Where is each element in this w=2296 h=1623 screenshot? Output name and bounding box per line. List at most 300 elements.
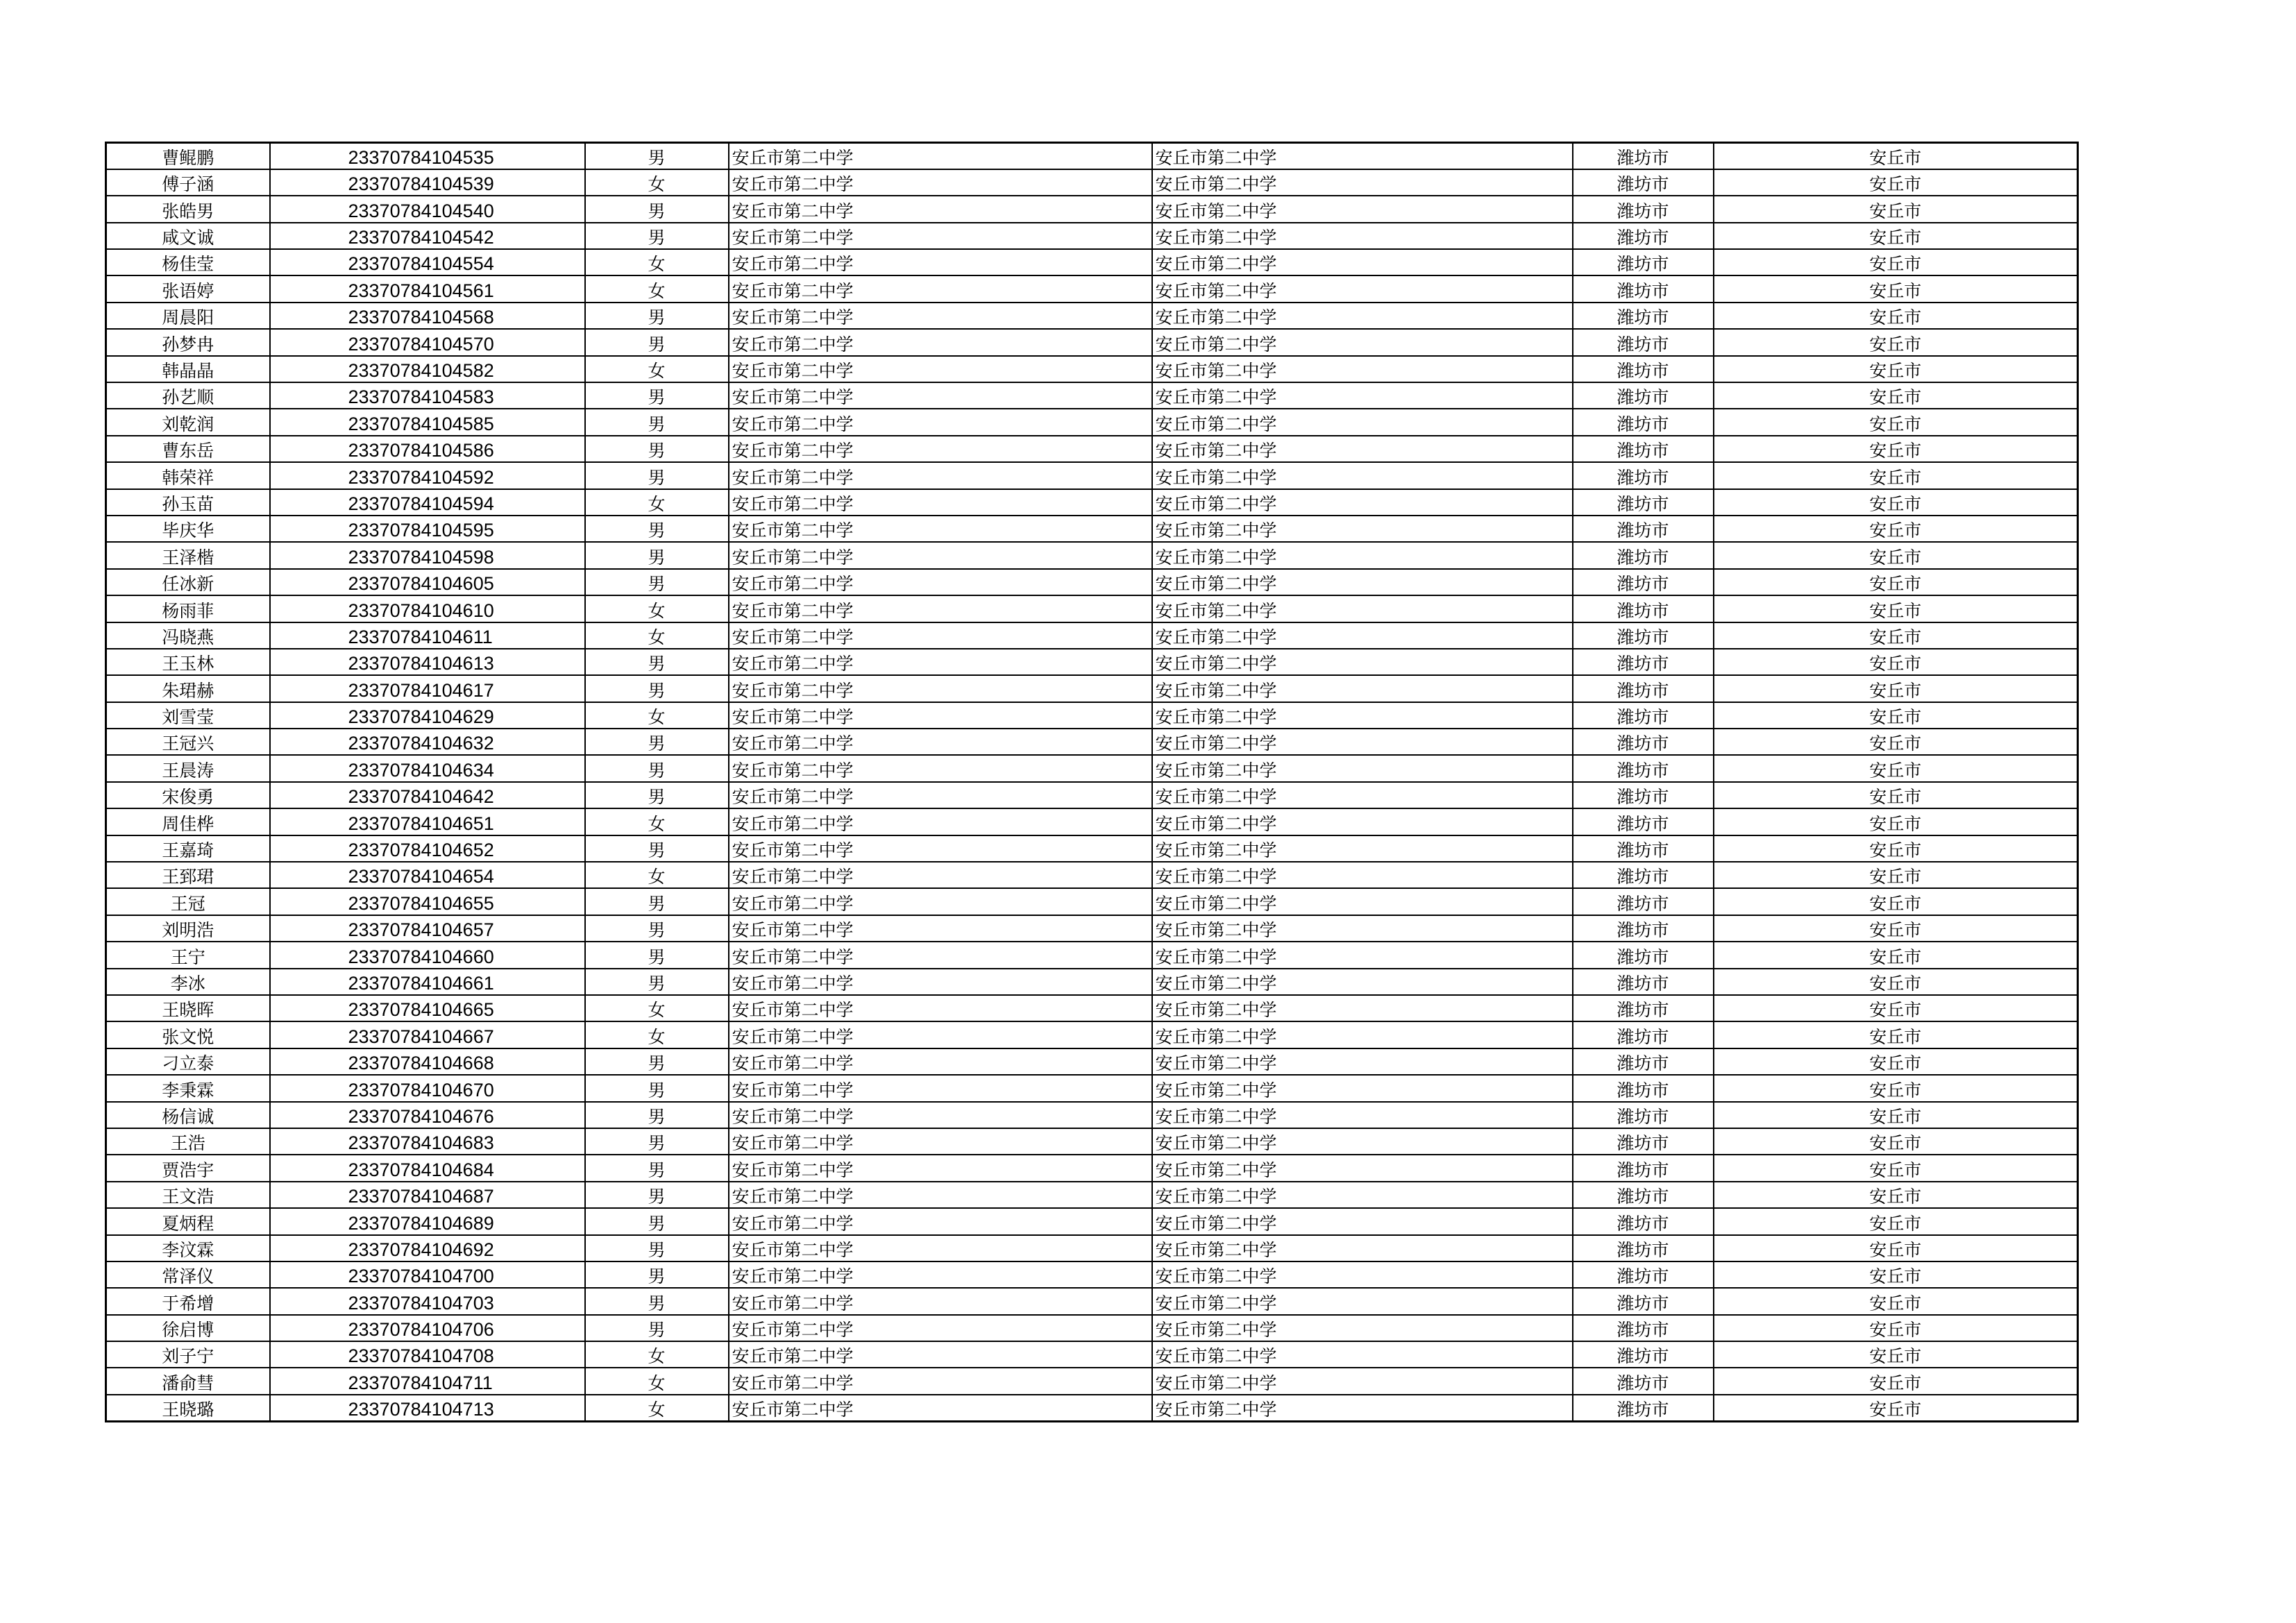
exam-site-cell: [1152, 782, 1573, 808]
county-cell: [1714, 729, 2078, 755]
table-row: [106, 249, 2078, 275]
city-cell-text: 潍坊市: [1617, 627, 1669, 647]
table-row: [106, 1395, 2078, 1421]
student-name-cell: [106, 196, 270, 222]
school-cell: [729, 1075, 1152, 1101]
school-cell-text: 安丘市第二中学: [732, 334, 854, 355]
table-row: [106, 223, 2078, 249]
school-cell: [729, 275, 1152, 302]
city-cell: [1573, 755, 1714, 781]
student-name-cell-text: 于希增: [162, 1293, 214, 1314]
school-cell-text: 安丘市第二中学: [732, 1187, 854, 1207]
city-cell-text: 潍坊市: [1617, 1133, 1669, 1154]
exam-number-cell: [270, 862, 585, 888]
county-cell-text: 安丘市: [1869, 361, 1922, 382]
student-name-cell: [106, 649, 270, 675]
exam-site-cell-text: 安丘市第二中学: [1155, 574, 1277, 595]
student-name-cell: [106, 409, 270, 435]
table-row: [106, 1102, 2078, 1128]
exam-site-cell: [1152, 729, 1573, 755]
exam-site-cell-text: 安丘市第二中学: [1155, 1320, 1277, 1341]
city-cell: [1573, 1395, 1714, 1421]
table-row: [106, 275, 2078, 302]
school-cell-text: 安丘市第二中学: [732, 920, 854, 941]
city-cell-text: 潍坊市: [1617, 600, 1669, 621]
table-row: [106, 516, 2078, 542]
student-name-cell-text: 王宁: [170, 946, 205, 967]
gender-cell: [585, 808, 729, 835]
school-cell: [729, 169, 1152, 196]
county-cell: [1714, 649, 2078, 675]
exam-number-cell-text: 23370784104692: [348, 1239, 494, 1260]
city-cell-text: 潍坊市: [1617, 1026, 1669, 1047]
student-name-cell-text: 王晨涛: [162, 760, 214, 781]
city-cell: [1573, 649, 1714, 675]
student-name-cell: [106, 356, 270, 382]
school-cell: [729, 462, 1152, 488]
exam-number-cell: [270, 542, 585, 568]
student-name-cell: [106, 729, 270, 755]
exam-site-cell: [1152, 1368, 1573, 1394]
gender-cell: [585, 595, 729, 622]
exam-number-cell-text: 23370784104708: [348, 1345, 494, 1367]
table-row: [106, 622, 2078, 649]
city-cell-text: 潍坊市: [1617, 1266, 1669, 1287]
city-cell: [1573, 1128, 1714, 1155]
exam-site-cell-text: 安丘市第二中学: [1155, 1213, 1277, 1234]
exam-site-cell: [1152, 1341, 1573, 1368]
exam-number-cell-text: 23370784104632: [348, 733, 494, 754]
exam-site-cell-text: 安丘市第二中学: [1155, 1187, 1277, 1207]
student-name-cell: [106, 1102, 270, 1128]
school-cell-text: 安丘市第二中学: [732, 627, 854, 647]
exam-site-cell: [1152, 702, 1573, 729]
city-cell: [1573, 835, 1714, 862]
county-cell: [1714, 1235, 2078, 1261]
school-cell: [729, 1021, 1152, 1048]
table-row: [106, 1048, 2078, 1075]
county-cell-text: 安丘市: [1869, 547, 1922, 568]
county-cell: [1714, 995, 2078, 1021]
exam-site-cell-text: 安丘市第二中学: [1155, 547, 1277, 568]
exam-number-cell-text: 23370784104651: [348, 813, 494, 834]
exam-number-cell-text: 23370784104561: [348, 280, 494, 301]
city-cell: [1573, 622, 1714, 649]
exam-site-cell-text: 安丘市第二中学: [1155, 1080, 1277, 1101]
county-cell: [1714, 835, 2078, 862]
city-cell: [1573, 995, 1714, 1021]
student-name-cell-text: 杨雨菲: [162, 600, 214, 621]
city-cell: [1573, 1021, 1714, 1048]
exam-site-cell: [1152, 1395, 1573, 1421]
gender-cell-text: 男: [648, 387, 666, 408]
gender-cell-text: 男: [648, 1293, 666, 1314]
exam-site-cell: [1152, 622, 1573, 649]
exam-number-cell: [270, 888, 585, 915]
exam-number-cell: [270, 915, 585, 942]
county-cell: [1714, 1315, 2078, 1341]
city-cell-text: 潍坊市: [1617, 1080, 1669, 1101]
school-cell: [729, 329, 1152, 355]
school-cell: [729, 622, 1152, 649]
exam-site-cell: [1152, 462, 1573, 488]
table-row: [106, 356, 2078, 382]
student-name-cell: [106, 995, 270, 1021]
gender-cell: [585, 569, 729, 595]
student-name-cell: [106, 675, 270, 702]
exam-number-cell: [270, 1208, 585, 1234]
gender-cell-text: 女: [648, 280, 666, 301]
exam-site-cell: [1152, 1048, 1573, 1075]
city-cell: [1573, 888, 1714, 915]
county-cell: [1714, 1021, 2078, 1048]
exam-site-cell-text: 安丘市第二中学: [1155, 1106, 1277, 1127]
exam-site-cell-text: 安丘市第二中学: [1155, 1373, 1277, 1393]
county-cell: [1714, 569, 2078, 595]
gender-cell: [585, 1315, 729, 1341]
gender-cell: [585, 1048, 729, 1075]
exam-number-cell-text: 23370784104610: [348, 600, 494, 621]
table-row: [106, 862, 2078, 888]
county-cell-text: 安丘市: [1869, 787, 1922, 808]
city-cell: [1573, 1235, 1714, 1261]
city-cell-text: 潍坊市: [1617, 867, 1669, 887]
school-cell: [729, 595, 1152, 622]
county-cell-text: 安丘市: [1869, 680, 1922, 701]
city-cell-text: 潍坊市: [1617, 733, 1669, 754]
school-cell: [729, 729, 1152, 755]
student-name-cell-text: 刘子宁: [162, 1346, 214, 1367]
school-cell: [729, 1368, 1152, 1394]
student-name-cell-text: 曹鲲鹏: [162, 147, 214, 168]
gender-cell: [585, 862, 729, 888]
exam-number-cell: [270, 835, 585, 862]
county-cell-text: 安丘市: [1869, 920, 1922, 941]
city-cell-text: 潍坊市: [1617, 307, 1669, 328]
school-cell: [729, 1261, 1152, 1288]
gender-cell-text: 男: [648, 974, 666, 994]
city-cell-text: 潍坊市: [1617, 920, 1669, 941]
student-name-cell: [106, 569, 270, 595]
gender-cell: [585, 1208, 729, 1234]
school-cell-text: 安丘市第二中学: [732, 307, 854, 328]
gender-cell: [585, 888, 729, 915]
gender-cell-text: 男: [648, 414, 666, 434]
city-cell-text: 潍坊市: [1617, 893, 1669, 914]
gender-cell-text: 女: [648, 493, 666, 514]
exam-site-cell-text: 安丘市第二中学: [1155, 893, 1277, 914]
school-cell: [729, 1102, 1152, 1128]
student-name-cell-text: 毕庆华: [162, 520, 214, 541]
exam-number-cell-text: 23370784104582: [348, 360, 494, 382]
city-cell: [1573, 595, 1714, 622]
exam-number-cell-text: 23370784104684: [348, 1159, 494, 1180]
exam-number-cell-text: 23370784104542: [348, 227, 494, 248]
exam-number-cell-text: 23370784104652: [348, 840, 494, 861]
city-cell: [1573, 782, 1714, 808]
exam-site-cell: [1152, 356, 1573, 382]
gender-cell-text: 男: [648, 307, 666, 328]
exam-site-cell-text: 安丘市第二中学: [1155, 946, 1277, 967]
gender-cell-text: 男: [648, 147, 666, 168]
student-name-cell-text: 徐启博: [162, 1320, 214, 1341]
gender-cell-text: 女: [648, 1000, 666, 1021]
exam-site-cell-text: 安丘市第二中学: [1155, 1266, 1277, 1287]
county-cell-text: 安丘市: [1869, 307, 1922, 328]
school-cell-text: 安丘市第二中学: [732, 441, 854, 461]
city-cell-text: 潍坊市: [1617, 414, 1669, 434]
table-row: [106, 489, 2078, 516]
gender-cell-text: 男: [648, 467, 666, 488]
county-cell: [1714, 516, 2078, 542]
gender-cell: [585, 675, 729, 702]
gender-cell: [585, 649, 729, 675]
table-row: [106, 729, 2078, 755]
county-cell-text: 安丘市: [1869, 867, 1922, 887]
county-cell: [1714, 969, 2078, 995]
exam-number-cell: [270, 1021, 585, 1048]
city-cell-text: 潍坊市: [1617, 574, 1669, 595]
exam-number-cell: [270, 489, 585, 516]
gender-cell-text: 女: [648, 1026, 666, 1047]
county-cell: [1714, 489, 2078, 516]
gender-cell-text: 女: [648, 867, 666, 887]
exam-site-cell: [1152, 1315, 1573, 1341]
school-cell-text: 安丘市第二中学: [732, 1000, 854, 1021]
exam-number-cell-text: 23370784104613: [348, 653, 494, 674]
exam-site-cell-text: 安丘市第二中学: [1155, 1159, 1277, 1180]
county-cell-text: 安丘市: [1869, 627, 1922, 647]
county-cell: [1714, 888, 2078, 915]
school-cell-text: 安丘市第二中学: [732, 1133, 854, 1154]
student-name-cell-text: 冯晓燕: [162, 627, 214, 647]
exam-number-cell: [270, 1315, 585, 1341]
exam-number-cell: [270, 995, 585, 1021]
exam-site-cell: [1152, 595, 1573, 622]
exam-number-cell-text: 23370784104706: [348, 1319, 494, 1341]
city-cell: [1573, 1261, 1714, 1288]
exam-site-cell-text: 安丘市第二中学: [1155, 1053, 1277, 1074]
exam-number-cell-text: 23370784104703: [348, 1292, 494, 1314]
county-cell-text: 安丘市: [1869, 201, 1922, 221]
exam-site-cell-text: 安丘市第二中学: [1155, 840, 1277, 861]
student-name-cell: [106, 223, 270, 249]
city-cell-text: 潍坊市: [1617, 1320, 1669, 1341]
student-name-cell-text: 咸文诚: [162, 228, 214, 248]
gender-cell-text: 男: [648, 680, 666, 701]
student-name-cell: [106, 169, 270, 196]
exam-site-cell: [1152, 755, 1573, 781]
exam-site-cell-text: 安丘市第二中学: [1155, 520, 1277, 541]
county-cell-text: 安丘市: [1869, 493, 1922, 514]
city-cell: [1573, 356, 1714, 382]
city-cell: [1573, 702, 1714, 729]
school-cell-text: 安丘市第二中学: [732, 280, 854, 301]
exam-site-cell-text: 安丘市第二中学: [1155, 334, 1277, 355]
gender-cell: [585, 516, 729, 542]
county-cell-text: 安丘市: [1869, 414, 1922, 434]
student-name-cell-text: 常泽仪: [162, 1266, 214, 1287]
gender-cell: [585, 1128, 729, 1155]
student-name-cell: [106, 1021, 270, 1048]
city-cell-text: 潍坊市: [1617, 1187, 1669, 1207]
gender-cell: [585, 275, 729, 302]
student-name-cell-text: 李汶霖: [162, 1239, 214, 1260]
exam-number-cell-text: 23370784104629: [348, 706, 494, 728]
gender-cell: [585, 1102, 729, 1128]
exam-number-cell: [270, 675, 585, 702]
school-cell: [729, 1048, 1152, 1075]
city-cell: [1573, 489, 1714, 516]
student-name-cell-text: 王晓璐: [162, 1399, 214, 1420]
exam-site-cell: [1152, 1182, 1573, 1208]
school-cell: [729, 1182, 1152, 1208]
exam-site-cell-text: 安丘市第二中学: [1155, 280, 1277, 301]
student-name-cell-text: 傅子涵: [162, 174, 214, 195]
school-cell-text: 安丘市第二中学: [732, 1239, 854, 1260]
exam-number-cell: [270, 702, 585, 729]
gender-cell-text: 男: [648, 1106, 666, 1127]
school-cell: [729, 223, 1152, 249]
county-cell-text: 安丘市: [1869, 946, 1922, 967]
school-cell: [729, 888, 1152, 915]
gender-cell-text: 男: [648, 787, 666, 808]
city-cell: [1573, 143, 1714, 169]
school-cell-text: 安丘市第二中学: [732, 1346, 854, 1367]
exam-site-cell: [1152, 1021, 1573, 1048]
county-cell-text: 安丘市: [1869, 760, 1922, 781]
student-name-cell: [106, 1288, 270, 1314]
county-cell-text: 安丘市: [1869, 441, 1922, 461]
student-name-cell: [106, 542, 270, 568]
county-cell-text: 安丘市: [1869, 1187, 1922, 1207]
gender-cell: [585, 382, 729, 409]
city-cell-text: 潍坊市: [1617, 1239, 1669, 1260]
school-cell-text: 安丘市第二中学: [732, 1053, 854, 1074]
exam-number-cell: [270, 1395, 585, 1421]
gender-cell: [585, 729, 729, 755]
exam-site-cell: [1152, 329, 1573, 355]
county-cell-text: 安丘市: [1869, 1346, 1922, 1367]
school-cell-text: 安丘市第二中学: [732, 201, 854, 221]
county-cell: [1714, 169, 2078, 196]
gender-cell: [585, 409, 729, 435]
student-name-cell: [106, 275, 270, 302]
gender-cell-text: 女: [648, 254, 666, 275]
city-cell: [1573, 382, 1714, 409]
exam-number-cell: [270, 409, 585, 435]
gender-cell-text: 女: [648, 600, 666, 621]
exam-number-cell: [270, 356, 585, 382]
city-cell-text: 潍坊市: [1617, 387, 1669, 408]
city-cell-text: 潍坊市: [1617, 547, 1669, 568]
city-cell: [1573, 1208, 1714, 1234]
city-cell-text: 潍坊市: [1617, 1373, 1669, 1393]
exam-site-cell: [1152, 169, 1573, 196]
student-name-cell: [106, 595, 270, 622]
exam-site-cell-text: 安丘市第二中学: [1155, 201, 1277, 221]
table-row: [106, 942, 2078, 968]
city-cell: [1573, 275, 1714, 302]
student-name-cell: [106, 915, 270, 942]
table-row: [106, 1341, 2078, 1368]
gender-cell-text: 男: [648, 1266, 666, 1287]
table-row: [106, 702, 2078, 729]
table-row: [106, 915, 2078, 942]
student-name-cell-text: 潘俞彗: [162, 1373, 214, 1393]
student-name-cell-text: 王文浩: [162, 1187, 214, 1207]
student-name-cell-text: 王嘉琦: [162, 840, 214, 861]
county-cell: [1714, 1075, 2078, 1101]
county-cell: [1714, 1208, 2078, 1234]
gender-cell: [585, 1155, 729, 1181]
gender-cell: [585, 782, 729, 808]
exam-site-cell-text: 安丘市第二中学: [1155, 920, 1277, 941]
exam-number-cell-text: 23370784104539: [348, 173, 494, 195]
table-row: [106, 196, 2078, 222]
gender-cell-text: 男: [648, 1187, 666, 1207]
gender-cell: [585, 1075, 729, 1101]
student-name-cell: [106, 1261, 270, 1288]
school-cell-text: 安丘市第二中学: [732, 946, 854, 967]
gender-cell: [585, 969, 729, 995]
school-cell-text: 安丘市第二中学: [732, 493, 854, 514]
exam-number-cell: [270, 275, 585, 302]
gender-cell: [585, 1341, 729, 1368]
city-cell: [1573, 223, 1714, 249]
county-cell: [1714, 1368, 2078, 1394]
exam-site-cell: [1152, 1235, 1573, 1261]
student-name-cell: [106, 862, 270, 888]
city-cell: [1573, 569, 1714, 595]
gender-cell-text: 男: [648, 1133, 666, 1154]
exam-number-cell-text: 23370784104617: [348, 679, 494, 701]
school-cell-text: 安丘市第二中学: [732, 867, 854, 887]
city-cell: [1573, 542, 1714, 568]
county-cell-text: 安丘市: [1869, 707, 1922, 728]
exam-site-cell: [1152, 1208, 1573, 1234]
student-name-cell-text: 任冰新: [162, 574, 214, 595]
student-name-cell-text: 王晓晖: [162, 1000, 214, 1021]
table-row: [106, 1155, 2078, 1181]
exam-site-cell: [1152, 143, 1573, 169]
school-cell: [729, 1288, 1152, 1314]
gender-cell-text: 男: [648, 1320, 666, 1341]
gender-cell: [585, 436, 729, 462]
table-row: [106, 1261, 2078, 1288]
county-cell-text: 安丘市: [1869, 387, 1922, 408]
county-cell: [1714, 303, 2078, 329]
exam-site-cell: [1152, 835, 1573, 862]
exam-number-cell-text: 23370784104660: [348, 946, 494, 967]
school-cell-text: 安丘市第二中学: [732, 1266, 854, 1287]
table-row: [106, 462, 2078, 488]
county-cell: [1714, 595, 2078, 622]
student-name-cell: [106, 1155, 270, 1181]
city-cell-text: 潍坊市: [1617, 654, 1669, 674]
county-cell: [1714, 675, 2078, 702]
exam-number-cell: [270, 196, 585, 222]
exam-number-cell: [270, 303, 585, 329]
student-name-cell-text: 李冰: [170, 974, 205, 994]
city-cell: [1573, 436, 1714, 462]
county-cell-text: 安丘市: [1869, 334, 1922, 355]
school-cell: [729, 1155, 1152, 1181]
city-cell-text: 潍坊市: [1617, 147, 1669, 168]
exam-number-cell-text: 23370784104665: [348, 999, 494, 1021]
student-name-cell: [106, 489, 270, 516]
gender-cell-text: 男: [648, 946, 666, 967]
